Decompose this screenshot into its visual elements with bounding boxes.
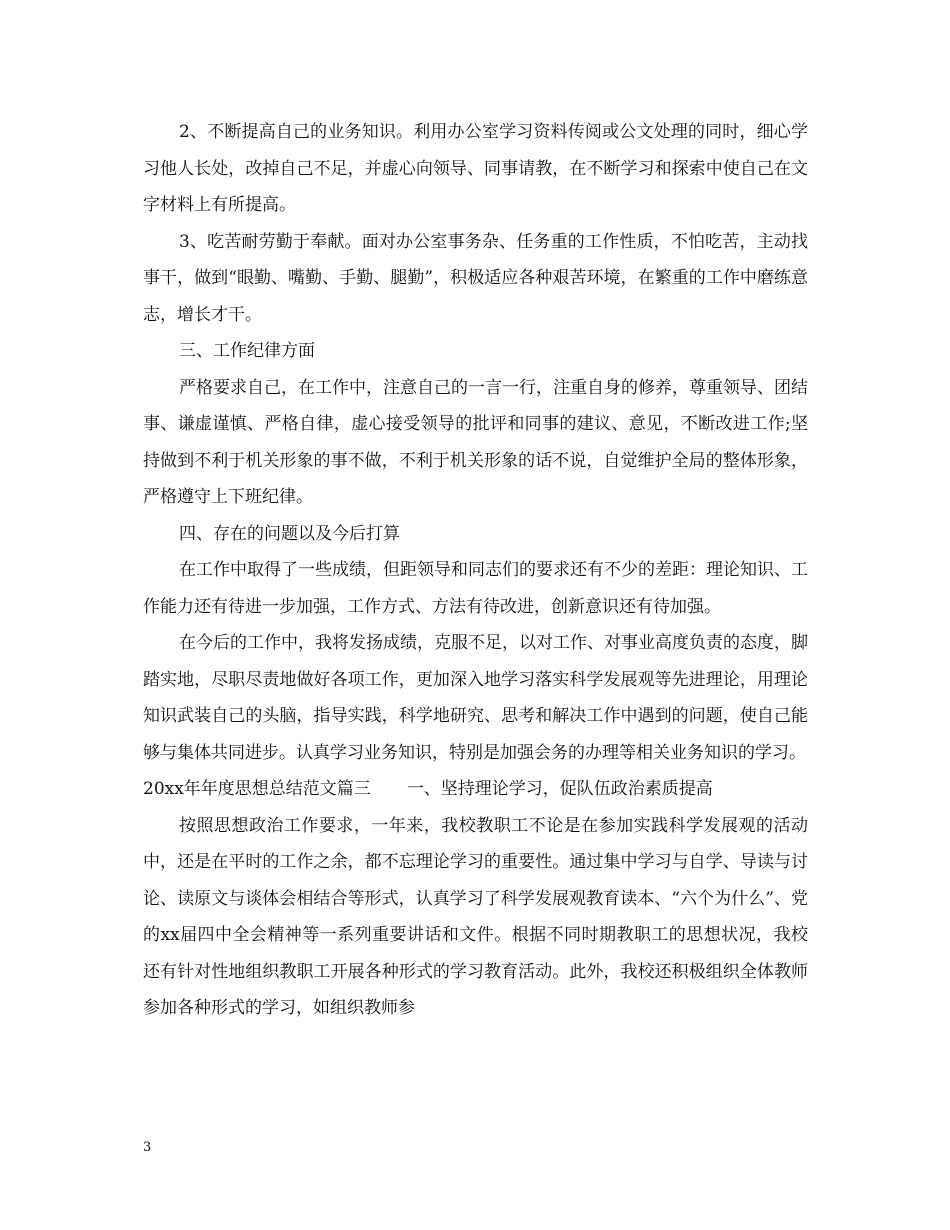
document-body	[143, 114, 808, 1027]
paragraph-future-work: 在今后的工作中，我将发扬成绩，克服不足，以对工作、对事业高度负责的态度，脚踏实地，尽职尽责地做好各项工作，更加深入地学习落实科学发展观等先进理论，用理论知识武装自己的头脑，指导实践，科学地研究、思考和解决工作中遇到的问题，使自己能够与集体共同进步。认真学习业务知识，特别是加强会务的办理等相关业务知识的学习。	[143, 633, 808, 763]
heading-problems-plans: 四、存在的问题以及今后打算	[179, 523, 400, 544]
section-title: 20xx年年度思想总结范文篇三	[143, 779, 371, 799]
section-title-line	[143, 771, 808, 808]
paragraph-discipline: 严格要求自己，在工作中，注意自己的一言一行，注重自身的修养，尊重领导、团结事、谦虚谨慎、严格自律，虚心接受领导的批评和同事的建议、意见，不断改进工作;坚持做到不利于机关形象的事不做，不利于机关形象的话不说，自觉维护全局的整体形象，严格遵守上下班纪律。	[143, 377, 808, 507]
page-number: 3	[143, 1140, 152, 1155]
section-subtitle: 一、坚持理论学习，促队伍政治素质提高	[406, 779, 713, 799]
paragraph-business-knowledge: 2、不断提高自己的业务知识。利用办公室学习资料传阅或公文处理的同时，细心学习他人长处，改掉自己不足，并虚心向领导、同事请教，在不断学习和探索中使自己在文字材料上有所提高。	[143, 122, 808, 215]
heading-work-discipline: 三、工作纪律方面	[179, 341, 315, 361]
paragraph-hard-work: 3、吃苦耐劳勤于奉献。面对办公室事务杂、任务重的工作性质，不怕吃苦，主动找事干，做到“眼勤、嘴勤、手勤、腿勤”，积极适应各种艰苦环境，在繁重的工作中磨练意志，增长才干。	[143, 231, 808, 325]
paragraph-achievements-gaps: 在工作中取得了一些成绩，但距领导和同志们的要求还有不少的差距：理论知识、工作能力还有待进一步加强，工作方式、方法有待改进，创新意识还有待加强。	[143, 560, 808, 617]
paragraph-political-study: 按照思想政治工作要求，一年来，我校教职工不论是在参加实践科学发展观的活动中，还是在平时的工作之余，都不忘理论学习的重要性。通过集中学习与自学、导读与讨论、读原文与谈体会相结合等形式，认真学习了科学发展观教育读本、“六个为什么”、党的xx届四中全会精神等一系列重要讲话和文件。根据不同时期教职工的思想状况，我校还有针对性地组织教职工开展各种形式的学习教育活动。此外，我校还积极组织全体教师参加各种形式的学习，如组织教师参	[143, 815, 808, 1018]
